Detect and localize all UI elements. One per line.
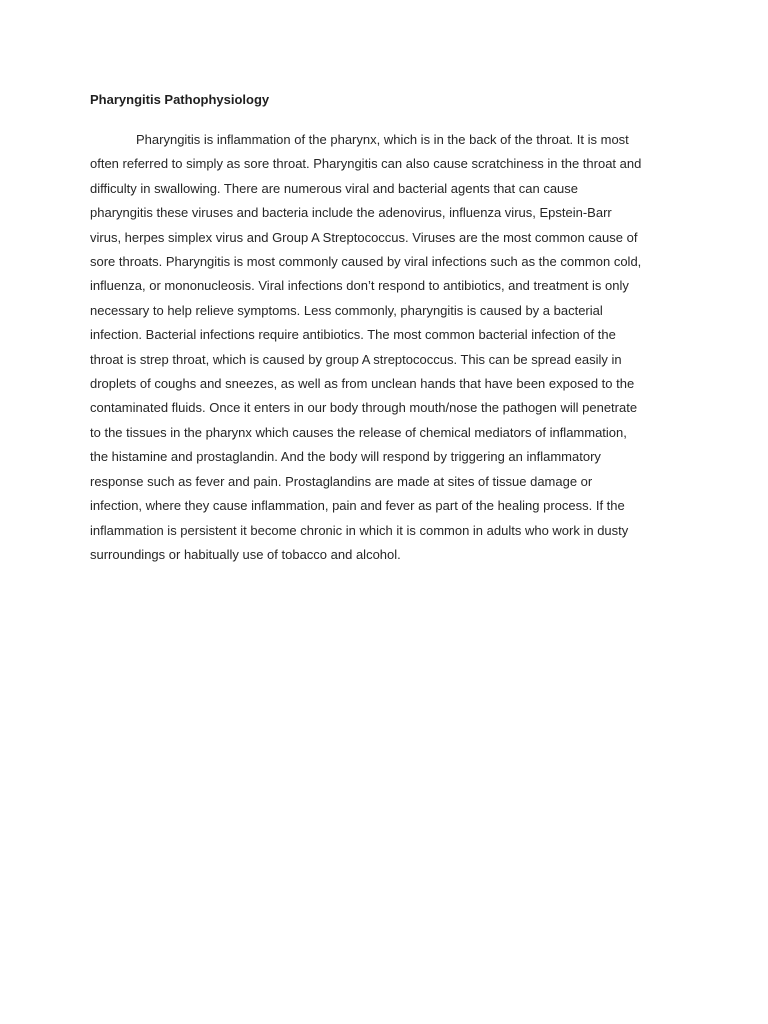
paragraph-line: infection. Bacterial infections require antibiotics. The most common bacterial infection of the: [90, 327, 616, 343]
paragraph-line: virus, herpes simplex virus and Group A Streptococcus. Viruses are the most common cause of: [90, 229, 638, 245]
paragraph-line: the histamine and prostaglandin. And the body will respond by triggering an inflammatory: [90, 449, 601, 465]
paragraph-line: droplets of coughs and sneezes, as well as from unclean hands that have been exposed to the: [90, 376, 635, 392]
paragraph-line: contaminated fluids. Once it enters in our body through mouth/nose the pathogen will penetrate: [90, 400, 638, 416]
paragraph-line: throat is strep throat, which is caused by group A streptococcus. This can be spread easily in: [90, 351, 622, 367]
document-title: Pharyngitis Pathophysiology: [90, 92, 270, 107]
paragraph-line: inflammation is persistent it become chronic in which it is common in adults who work in dusty: [90, 522, 629, 538]
body-paragraph: [90, 128, 680, 567]
paragraph-line: Pharyngitis is inflammation of the pharynx, which is in the back of the throat. It is most: [136, 132, 629, 147]
paragraph-line: pharyngitis these viruses and bacteria include the adenovirus, influenza virus, Epstein-Barr: [90, 205, 612, 221]
paragraph-line: necessary to help relieve symptoms. Less commonly, pharyngitis is caused by a bacterial: [90, 302, 603, 318]
paragraph-line: influenza, or mononucleosis. Viral infections don’t respond to antibiotics, and treatment is only: [90, 278, 629, 294]
paragraph-line: to the tissues in the pharynx which causes the release of chemical mediators of inflammation,: [90, 424, 627, 440]
paragraph-line: response such as fever and pain. Prostaglandins are made at sites of tissue damage or: [90, 473, 593, 489]
paragraph-line: sore throats. Pharyngitis is most commonly caused by viral infections such as the common cold,: [90, 254, 642, 270]
paragraph-line: often referred to simply as sore throat. Pharyngitis can also cause scratchiness in the throat and: [90, 156, 642, 172]
paragraph-line: surroundings or habitually use of tobacco and alcohol.: [90, 546, 401, 562]
paragraph-line: difficulty in swallowing. There are numerous viral and bacterial agents that can cause: [90, 180, 579, 196]
paragraph-line: infection, where they cause inflammation, pain and fever as part of the healing process. If the: [90, 498, 625, 514]
